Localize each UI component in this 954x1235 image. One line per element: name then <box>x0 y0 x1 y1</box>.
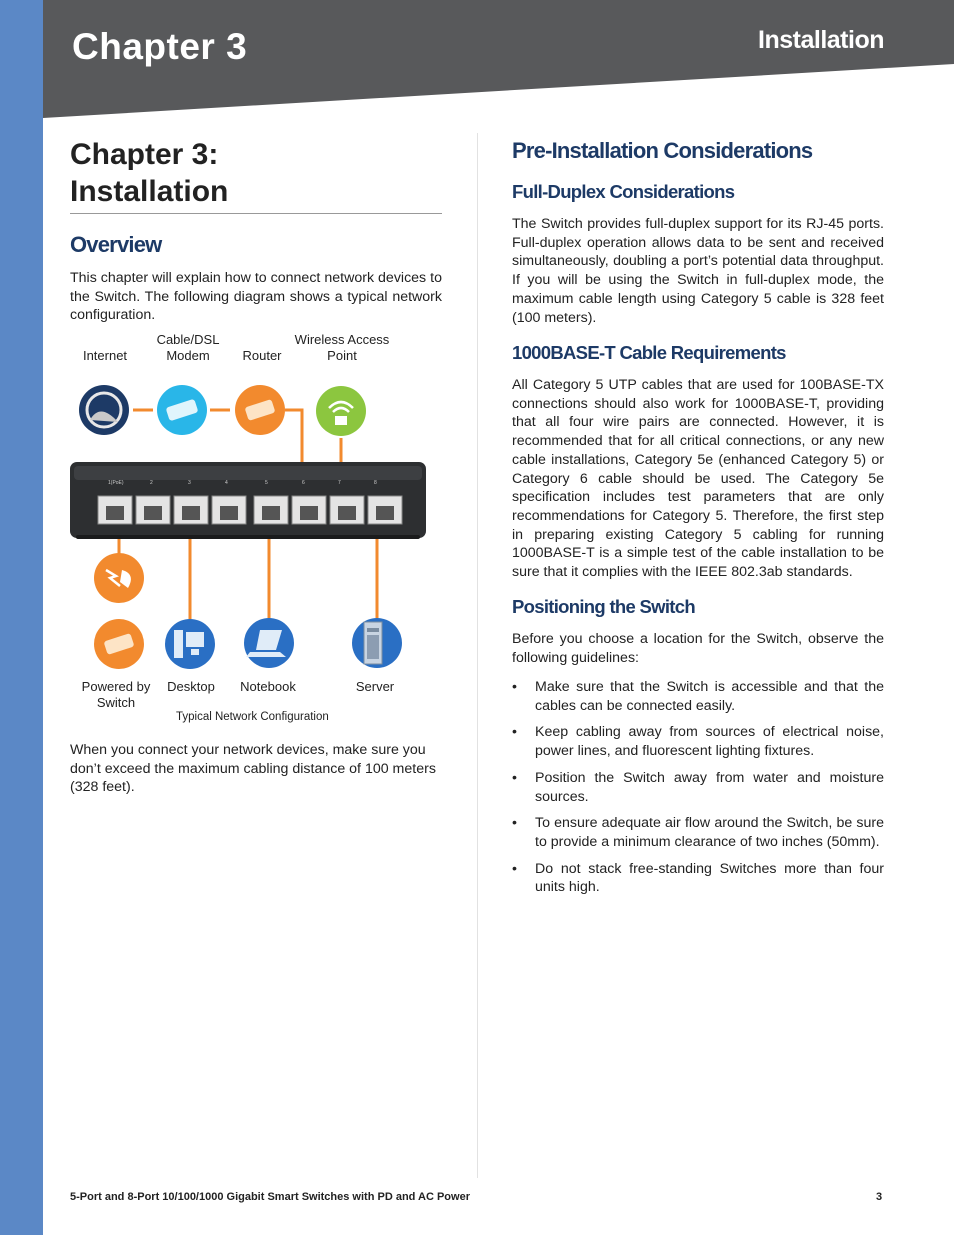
full-duplex-text: The Switch provides full-duplex support for its RJ-45 ports. Full-duplex operation allows data to be sent and received simultaneously, doubling a port’s potential data throughput. If you will be using the Switch in full-duplex mode, the maximum cable length using Category 5 cable is 328 feet (100 meters). <box>512 216 884 326</box>
label-server: Server <box>355 679 395 694</box>
overview-heading: Overview <box>70 232 162 257</box>
switch-device <box>70 462 426 539</box>
label-powered-by-switch <box>76 679 156 711</box>
label-internet: Internet <box>82 348 128 363</box>
header-chapter: Chapter 3 <box>72 26 248 67</box>
closing-text: When you connect your network devices, make sure you don’t exceed the maximum cabling distance of 100 meters (328 feet). <box>70 742 436 796</box>
label-modem-line1: Cable/DSL <box>156 332 220 347</box>
overview-text: This chapter will explain how to connect network devices to the Switch. The following diagram shows a typical network configuration. <box>70 270 442 324</box>
list-item <box>512 860 884 897</box>
desktop-icon <box>165 619 215 669</box>
column-divider <box>477 133 478 1178</box>
cable-requirements-text: All Category 5 UTP cables that are used for 100BASE-TX connections should also work for 1000BASE-T, providing that all four wire pairs are connected. However, it is recommended that for all critical connections, or any new cable installations, Category 5e (enhanced Category 5) or Category 6 cable should be used. The Category 5e specification includes test parameters that are only recommendations for Category 5. Therefore, the first step in preparing existing Category 5 cabling for running 1000BASE-T is a simple test of the cable installation to be sure that it complies with the IEEE 802.3ab standards. <box>512 377 884 581</box>
server-icon <box>352 618 402 668</box>
cable-requirements-heading: 1000BASE-T Cable Requirements <box>512 342 786 363</box>
diagram-graphic <box>70 330 442 730</box>
list-item-text: Make sure that the Switch is accessible and that the cables can be connected easily. <box>535 679 884 714</box>
list-item <box>512 723 884 760</box>
list-item <box>512 678 884 715</box>
port-label-1: 1(PoE) <box>108 480 124 486</box>
full-duplex-heading: Full-Duplex Considerations <box>512 181 735 202</box>
list-item-text: Position the Switch away from water and moisture sources. <box>535 769 884 805</box>
list-item-text: Do not stack free-standing Switches more than four units high. <box>535 860 884 896</box>
bullet-icon: • <box>512 815 517 832</box>
port-label-7: 7 <box>338 480 341 486</box>
label-wap-line1: Wireless Access <box>294 332 390 347</box>
port-label-2: 2 <box>150 480 153 486</box>
port-label-6: 6 <box>302 480 305 486</box>
title-line-2: Installation <box>70 175 229 208</box>
list-item-text: Keep cabling away from sources of electrical noise, power lines, and fluorescent lighting fixtures. <box>535 724 884 760</box>
pre-installation-heading: Pre-Installation Considerations <box>512 138 813 163</box>
list-item <box>512 814 884 851</box>
bullet-icon: • <box>512 860 517 877</box>
list-item <box>512 769 884 806</box>
sidebar-stripe <box>0 0 43 1235</box>
wireless-ap-icon <box>316 386 366 436</box>
port-label-3: 3 <box>188 480 191 486</box>
label-modem-line2: Modem <box>166 348 210 363</box>
guidelines-list <box>512 678 884 905</box>
label-powered-line2: Switch <box>96 695 136 710</box>
port-label-8: 8 <box>374 480 377 486</box>
page-title <box>70 136 442 214</box>
positioning-heading: Positioning the Switch <box>512 596 695 617</box>
title-line-1: Chapter 3: <box>70 138 219 171</box>
label-router: Router <box>242 348 282 363</box>
bullet-icon: • <box>512 679 517 695</box>
header-section: Installation <box>758 26 884 54</box>
internet-icon <box>79 385 129 435</box>
page-number: 3 <box>876 1191 883 1203</box>
diagram-caption: Typical Network Configuration <box>176 711 329 723</box>
power-icon <box>94 553 144 603</box>
port-label-5: 5 <box>265 480 268 486</box>
label-powered-line1: Powered by <box>81 679 151 694</box>
label-notebook: Notebook <box>240 679 296 694</box>
label-wap-line2: Point <box>327 348 357 363</box>
port-label-4: 4 <box>225 480 228 486</box>
footer-product-name: 5-Port and 8-Port 10/100/1000 Gigabit Smart Switches with PD and AC Power <box>70 1191 470 1203</box>
list-item-text: To ensure adequate air flow around the Switch, be sure to provide a minimum clearance of two inches (50mm). <box>535 815 884 850</box>
bullet-icon: • <box>512 769 517 786</box>
router-icon <box>235 385 285 435</box>
notebook-icon <box>244 618 294 668</box>
label-desktop: Desktop <box>167 679 215 694</box>
bullet-icon: • <box>512 724 517 741</box>
pd-switch-icon <box>94 619 144 669</box>
positioning-text: Before you choose a location for the Switch, observe the following guidelines: <box>512 631 884 666</box>
network-diagram <box>70 330 442 730</box>
modem-icon <box>157 385 207 435</box>
